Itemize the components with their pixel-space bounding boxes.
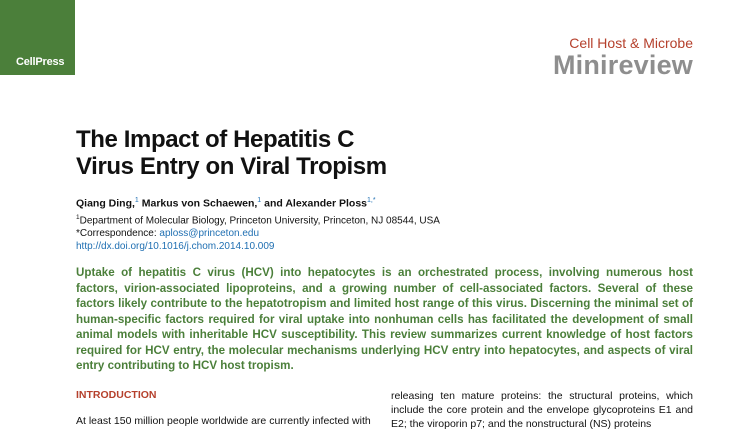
paper-title xyxy=(76,126,387,180)
cellpress-logo xyxy=(0,0,75,75)
logo-text: CellPress xyxy=(16,56,65,68)
journal-name: Cell Host & Microbe xyxy=(569,35,693,51)
body-text-left-column: At least 150 million people worldwide are currently infected with xyxy=(76,415,371,427)
author-affiliation-mark: 1 xyxy=(134,197,139,204)
title-line: The Impact of Hepatitis C xyxy=(76,126,355,153)
author-list xyxy=(76,197,376,210)
author-name: Markus von Schaewen, xyxy=(141,197,258,210)
author-affiliation-mark: 1,* xyxy=(367,197,376,204)
article-metadata xyxy=(76,211,440,253)
affiliation xyxy=(76,211,440,227)
abstract: Uptake of hepatitis C virus (HCV) into hepatocytes is an orchestrated process, involving numerous host factors, virion-associated lipoproteins, and a growing number of cell-associated factors. Several of these factors likely contribute to the hepatotropism and limited host range of this virus. Discerning the minimal set of human-specific factors required for viral uptake into nonhuman cells has facilitated the development of small animal models with inheritable HCV susceptibility. This review summarizes current knowledge of host factors required for HCV entry, the molecular mechanisms underlying HCV entry into hepatocytes, and aspects of viral entry contributing to HCV host tropism. xyxy=(76,266,693,372)
author-affiliation-mark: 1 xyxy=(257,197,262,204)
author-name: and Alexander Ploss xyxy=(264,197,368,210)
section-heading: INTRODUCTION xyxy=(76,389,157,401)
correspondence xyxy=(76,227,440,240)
affiliation-text: Department of Molecular Biology, Princeton University, Princeton, NJ 08544, USA xyxy=(79,215,440,227)
title-line: Virus Entry on Viral Tropism xyxy=(76,153,387,180)
correspondence-label: *Correspondence: xyxy=(76,228,160,240)
article-type: Minireview xyxy=(552,50,693,80)
doi-link[interactable]: http://dx.doi.org/10.1016/j.chom.2014.10.009 xyxy=(76,241,275,253)
body-text-right-column: releasing ten mature proteins: the structural proteins, which include the core protein and the envelope glycoproteins E1 and E2; the viroporin p7; and the nonstructural (NS) proteins xyxy=(391,390,693,430)
author-name: Qiang Ding, xyxy=(76,197,135,210)
affiliation-mark: 1 xyxy=(76,214,80,221)
correspondence-email-link[interactable]: aploss@princeton.edu xyxy=(159,228,260,240)
